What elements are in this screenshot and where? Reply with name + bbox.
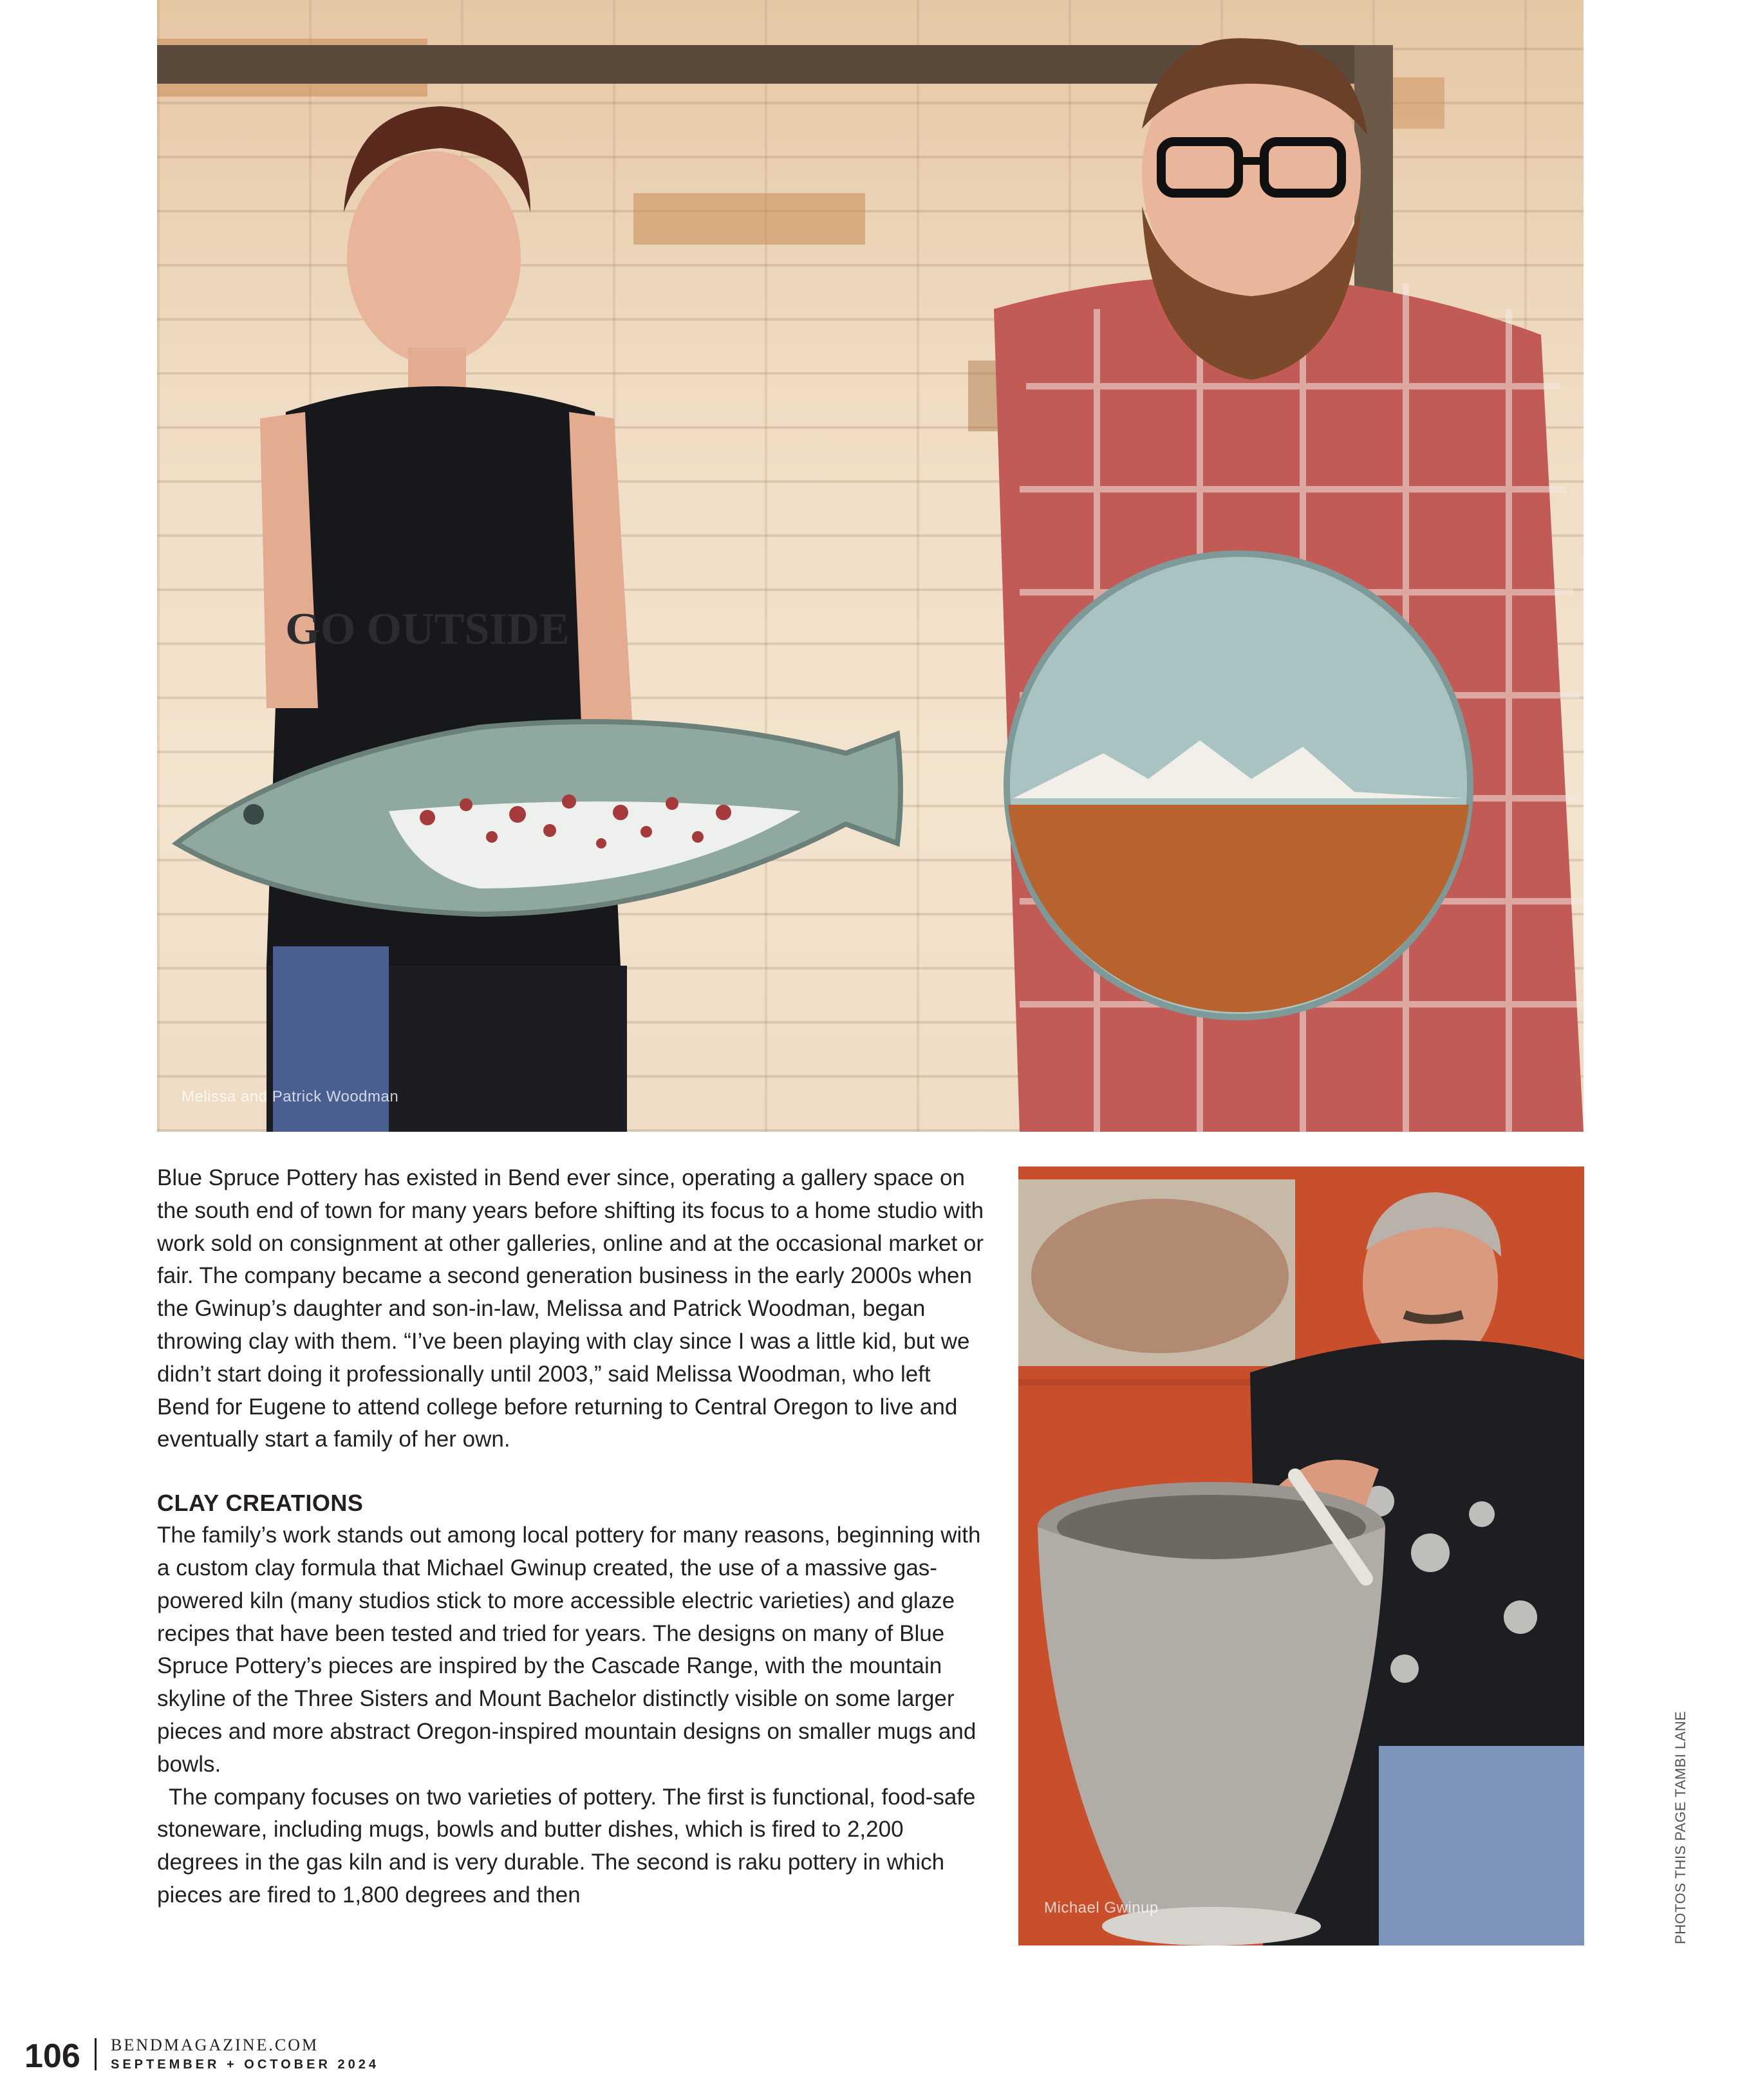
mountain-plate xyxy=(1007,554,1470,1017)
poster-art xyxy=(1031,1199,1289,1353)
woman-figure xyxy=(260,106,633,1132)
article-paragraph: The company focuses on two varieties of pottery. The first is functional, food-safe stoneware, including mugs, bowls and butter dishes, which is fired to 2,200 degrees in the gas kiln and is very durable. The second is raku pottery in which pieces are fired to 1,800 degrees and then xyxy=(157,1784,976,1908)
issue-date: SEPTEMBER + OCTOBER 2024 xyxy=(111,2058,379,2072)
hero-caption: Melissa and Patrick Woodman xyxy=(182,1088,399,1105)
photo2-caption: Michael Gwinup xyxy=(1044,1899,1159,1917)
footer-divider xyxy=(95,2038,97,2070)
photo-credit: PHOTOS THIS PAGE TAMBI LANE xyxy=(1672,1711,1688,1944)
article-body xyxy=(157,1162,987,1912)
hero-photo-illustration xyxy=(157,0,1584,1132)
article-paragraph: The family’s work stands out among local pottery for many reasons, beginning with a custom clay formula that Michael Gwinup created, the use of a massive gas-powered kiln (many studios stick to more accessible electric varieties) and glaze recipes that have been tested and tried for years. The designs on many of Blue Spruce Pottery’s pieces are inspired by the Cascade Range, with the mountain skyline of the Three Sisters and Mount Bachelor distinctly visible on some larger pieces and more abstract Oregon-inspired mountain designs on smaller mugs and bowls. xyxy=(157,1523,981,1777)
article-paragraph: Blue Spruce Pottery has existed in Bend ever since, operating a gallery space on the south end of town for many years before shifting its focus to a home studio with work sold on consignment at other galleries, online and at the occasional market or fair. The company became a second generation business in the early 2000s when the Gwinup’s daughter and son-in-law, Melissa and Patrick Woodman, began throwing clay with them. “I’ve been playing with clay since I was a little kid, but we didn’t start doing it professionally until 2003,” said Melissa Woodman, who left Bend for Eugene to attend college before returning to Central Oregon to live and eventually start a family of her own. xyxy=(157,1165,984,1452)
hero-photo xyxy=(157,0,1584,1132)
magazine-site: BENDMAGAZINE.COM xyxy=(111,2036,319,2054)
section-heading: CLAY CREATIONS xyxy=(157,1490,364,1517)
brick-accent xyxy=(633,193,865,245)
shirt-text: GO OUTSIDE xyxy=(285,605,570,654)
page-number: 106 xyxy=(24,2038,80,2075)
potter-photo xyxy=(1018,1167,1584,1945)
potter-photo-illustration xyxy=(1018,1167,1584,1945)
